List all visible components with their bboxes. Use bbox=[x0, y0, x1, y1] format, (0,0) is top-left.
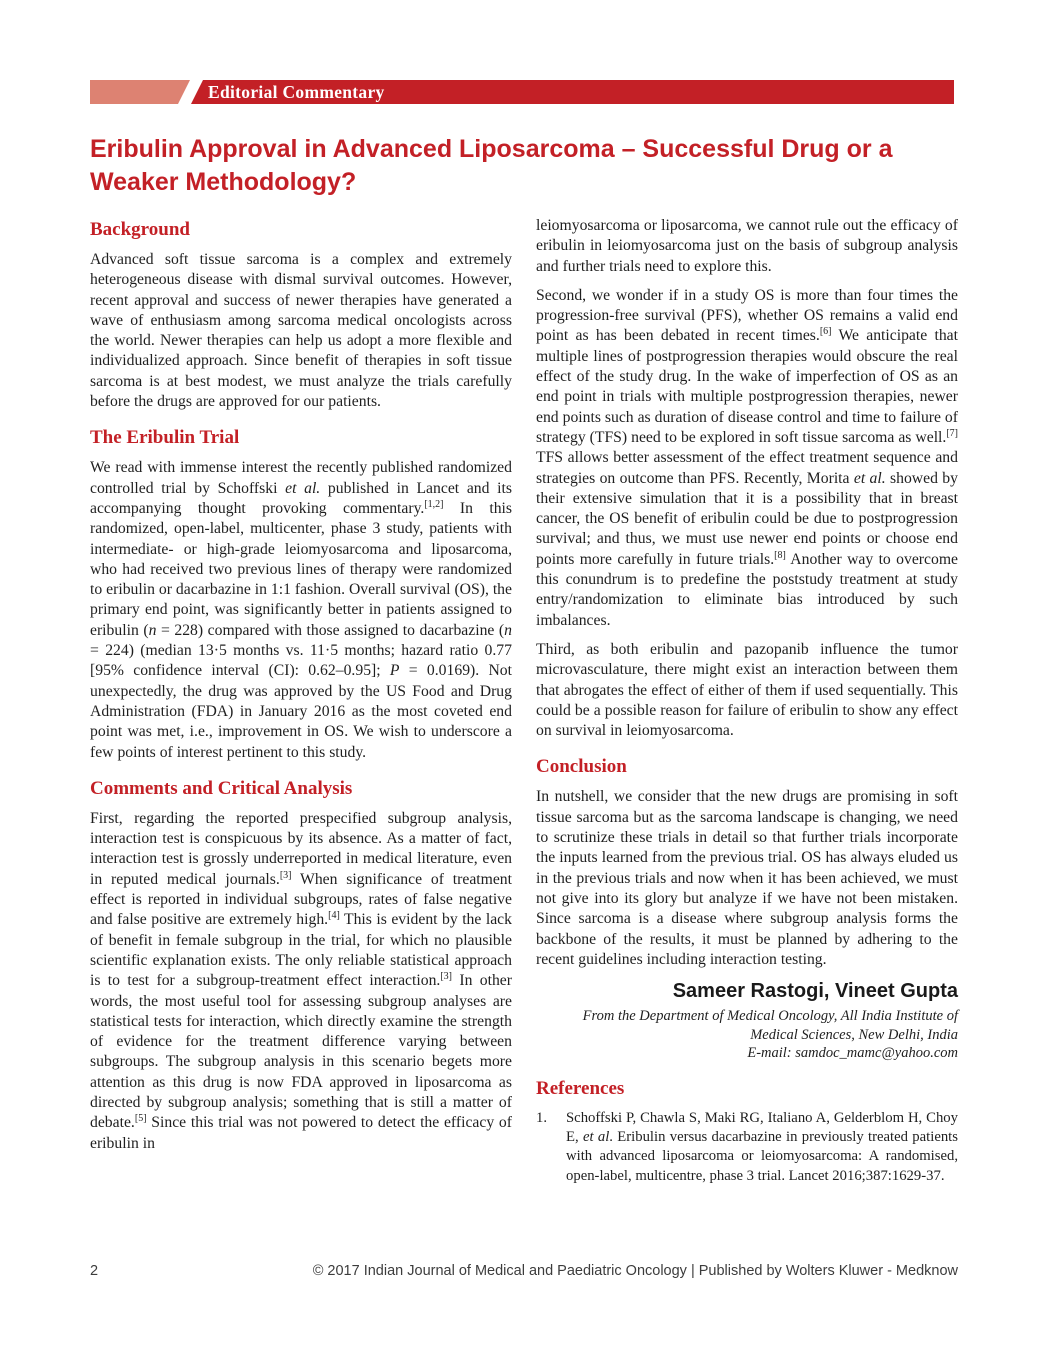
article-title-line-2: Weaker Methodology? bbox=[90, 168, 357, 196]
article-title bbox=[90, 133, 958, 199]
paragraph-conclusion: In nutshell, we consider that the new drugs are promising in soft tissue sarcoma but as the sarcoma landscape is changing, we need to scrutinize these trials in detail so that further trials incorporate the inputs learned from the previous trial. OS has always eluded us in the previous trials and now when it has been achieved, we must not give into its glory but analyze if we have not been mistaken. Since sarcoma is a disease where subgroup analysis forms the backbone of the results, it must be planned by adhering to the recent guidelines including interaction testing. bbox=[536, 788, 958, 968]
left-column bbox=[90, 216, 512, 1186]
affiliation-email: E-mail: samdoc_mamc@yahoo.com bbox=[747, 1045, 958, 1062]
right-column bbox=[536, 216, 958, 1186]
affiliation-line-2: Medical Sciences, New Delhi, India bbox=[750, 1026, 958, 1043]
affiliation-line-1: From the Department of Medical Oncology, All India Institute of bbox=[582, 1008, 958, 1025]
banner-accent-shape bbox=[90, 80, 210, 104]
section-banner bbox=[90, 80, 954, 104]
heading-background: Background bbox=[90, 219, 190, 240]
paragraph-comments: First, regarding the reported prespecified subgroup analysis, interaction test is conspicuous by its absence. As a matter of fact, interaction test is grossly underreported in medical literature, even in reputed medical journals.[3] When significance of treatment effect is reported in individual subgroups, rates of false negative and false positive are extremely high.[4] This is evident by the lack of benefit in female subgroup in the trial, for which no plausible scientific explanation exists. The only reliable statistical approach is to test for a subgroup-treatment effect interaction.[3] In other words, the most useful tool for assessing subgroup analyses are statistical tests for interaction, which directly examine the strength of evidence for the treatment difference varying between subgroups. The subgroup analysis in this scenario begets more attention as this drug is now FDA approved in liposarcoma as directed by subgroup analysis; something that is still a matter of debate.[5] Since this trial was not powered to detect the efficacy of eribulin in bbox=[90, 809, 513, 1152]
paragraph-background: Advanced soft tissue sarcoma is a complex and extremely heterogeneous disease with dismal survival outcomes. However, recent approval and success of newer therapies have generated a wave of enthusiasm among sarcoma medical oncologists across the world. Newer therapies can help us adopt a more flexible and individualized approach. Since benefit of therapies in soft tissue sarcoma is at best modest, we must analyze the trials carefully before the drugs are approved for our patients. bbox=[90, 251, 512, 411]
reference-item bbox=[536, 1109, 958, 1187]
heading-eribulin-trial: The Eribulin Trial bbox=[90, 427, 240, 449]
paragraph-eribulin-trial: We read with immense interest the recently published randomized controlled trial by Schoffski et al. published in Lancet and its accompanying thought provoking commentary.[1,2] In this randomized, open-label, multicenter, phase 3 study, patients with intermediate- or high-grade leiomyosarcoma and liposarcoma, who had received two previous lines of therapy were randomized to eribulin or dacarbazine in 1:1 fashion. Overall survival (OS), the primary end point, was significantly better in patients assigned to eribulin (n = 228) compared with those assigned to dacarbazine (n = 224) (median 13·5 months vs. 11·5 months; hazard ratio 0.77 [95% confidence interval (CI): 0.62–0.95]; P = 0.0169). Not unexpectedly, the drug was approved by the US Food and Drug Administration (FDA) in January 2016 as the most coveted end point was met, i.e., improvement in OS. We wish to underscore a few points of interest pertinent to this study. bbox=[90, 459, 512, 761]
page-number: 2 bbox=[90, 1263, 99, 1279]
banner-label: Editorial Commentary bbox=[208, 82, 385, 102]
reference-list bbox=[536, 1109, 958, 1187]
paragraph-second-point: Second, we wonder if in a study OS is more than four times the progression-free survival (PFS), whether OS remains a valid end point as has been debated in recent times.[6] We anticipate that multiple lines of postprogression therapies would obscure the real effect of the study drug. In the wake of imperfection of OS as an end point in trials with multiple postprogression therapies, newer end points such as duration of disease control and time to failure of strategy (TFS) need to be explored in soft tissue sarcoma as well.[7] TFS allows better assessment of the effect treatment sequence and strategies on outcome than PFS. Recently, Morita et al. showed by their extensive simulation that it is a possibility that in breast cancer, the OS benefit of eribulin could be due to postprogression survival; and thus, we must use newer end points or choose end points more carefully in future trials.[8] Another way to overcome this conundrum is to predefine the poststudy treatment at study entry/randomization to eliminate bias introduced by such imbalances. bbox=[536, 286, 958, 629]
page-footer bbox=[90, 1263, 958, 1279]
heading-comments: Comments and Critical Analysis bbox=[90, 777, 353, 799]
heading-conclusion: Conclusion bbox=[536, 756, 627, 778]
paragraph-comments-continued: leiomyosarcoma or liposarcoma, we cannot rule out the efficacy of eribulin in leiomyosarcoma just on the basis of subgroup analysis and further trials need to explore this. bbox=[536, 217, 958, 275]
copyright-text: © 2017 Indian Journal of Medical and Paediatric Oncology | Published by Wolters Kluwer - Medknow bbox=[312, 1263, 958, 1279]
heading-references: References bbox=[536, 1077, 625, 1099]
reference-number: 1. bbox=[536, 1109, 548, 1126]
author-names: Sameer Rastogi, Vineet Gupta bbox=[672, 980, 958, 1003]
reference-text: Schoffski P, Chawla S, Maki RG, Italiano A, Gelderblom H, Choy E, et al. Eribulin versus dacarbazine in previously treated patients with advanced liposarcoma or leiomyosarcoma: A randomised, open-label, multicentre, phase 3 trial. Lancet 2016;387:1629-37. bbox=[566, 1109, 958, 1184]
article-title-line-1: Eribulin Approval in Advanced Liposarcoma – Successful Drug or a bbox=[90, 135, 893, 163]
author-affiliation bbox=[536, 1007, 958, 1063]
article-body bbox=[90, 216, 958, 1186]
paragraph-third-point: Third, as both eribulin and pazopanib influence the tumor microvasculature, there might exist an interaction between them that abrogates the effect of either of them if used sequentially. This could be a possible reason for failure of eribulin to show any effect on survival in leiomyosarcoma. bbox=[536, 640, 958, 740]
